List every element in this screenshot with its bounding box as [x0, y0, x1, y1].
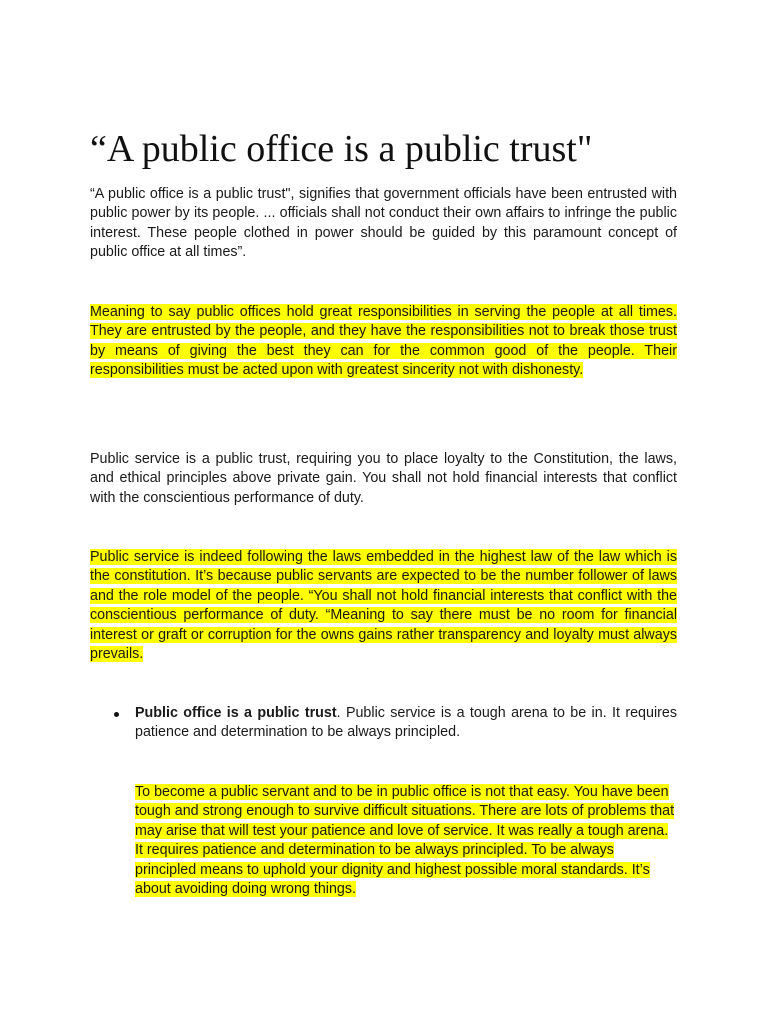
bullet-item	[90, 704, 677, 744]
highlighted-text: To become a public servant and to be in public office is not that easy. You have been tough and strong enough to survive difficult situations. There are lots of problems that may arise that will test your patience and love of service. It was really a tough arena. It requires patience and determination to be always principled. To be always principled means to uphold your dignity and highest possible moral standards. It’s about avoiding doing wrong things.	[135, 784, 675, 898]
paragraph-intro-text: “A public office is a public trust", signifies that government officials have been entrusted with public power by its people. ... officials shall not conduct their own affairs to infringe the public interest. These people clothed in power should be guided by this paramount concept of public office at all times”.	[90, 186, 677, 261]
bullet-text	[135, 704, 677, 743]
bullet-icon	[114, 712, 119, 717]
highlighted-text: Public service is indeed following the laws embedded in the highest law of the law which is the constitution. It’s because public servants are expected to be the number follower of laws and the role model of the people. “You shall not hold financial interests that conflict with the conscientious performance of duty. “Meaning to say there must be no room for financial interest or graft or corruption for the owns gains rather transparency and loyalty must always prevails.	[90, 549, 677, 663]
highlighted-text: Meaning to say public offices hold great responsibilities in serving the people at all times. They are entrusted by the people, and they have the responsibilities not to break those trust by means of giving the best they can for the common good of the people. Their responsibilities must be acted upon with greatest sincerity not with dishonesty.	[90, 304, 677, 379]
paragraph-intro	[90, 185, 677, 263]
bullet-bold-lead: Public office is a public trust	[135, 705, 337, 721]
paragraph-public-service-text: Public service is a public trust, requiring you to place loyalty to the Constitution, the laws, and ethical principles above private gain. You shall not hold financial interests that conflict with the conscientious performance of duty.	[90, 451, 677, 506]
paragraph-public-service	[90, 450, 677, 508]
bullet-body: . Public service is a tough arena to be in. It requires patience and determination to be always principled.	[135, 705, 677, 741]
paragraph-highlight-1	[90, 303, 677, 381]
document-title: “A public office is a public trust"	[90, 128, 593, 170]
paragraph-highlight-3	[135, 783, 677, 899]
paragraph-highlight-2	[90, 548, 677, 664]
